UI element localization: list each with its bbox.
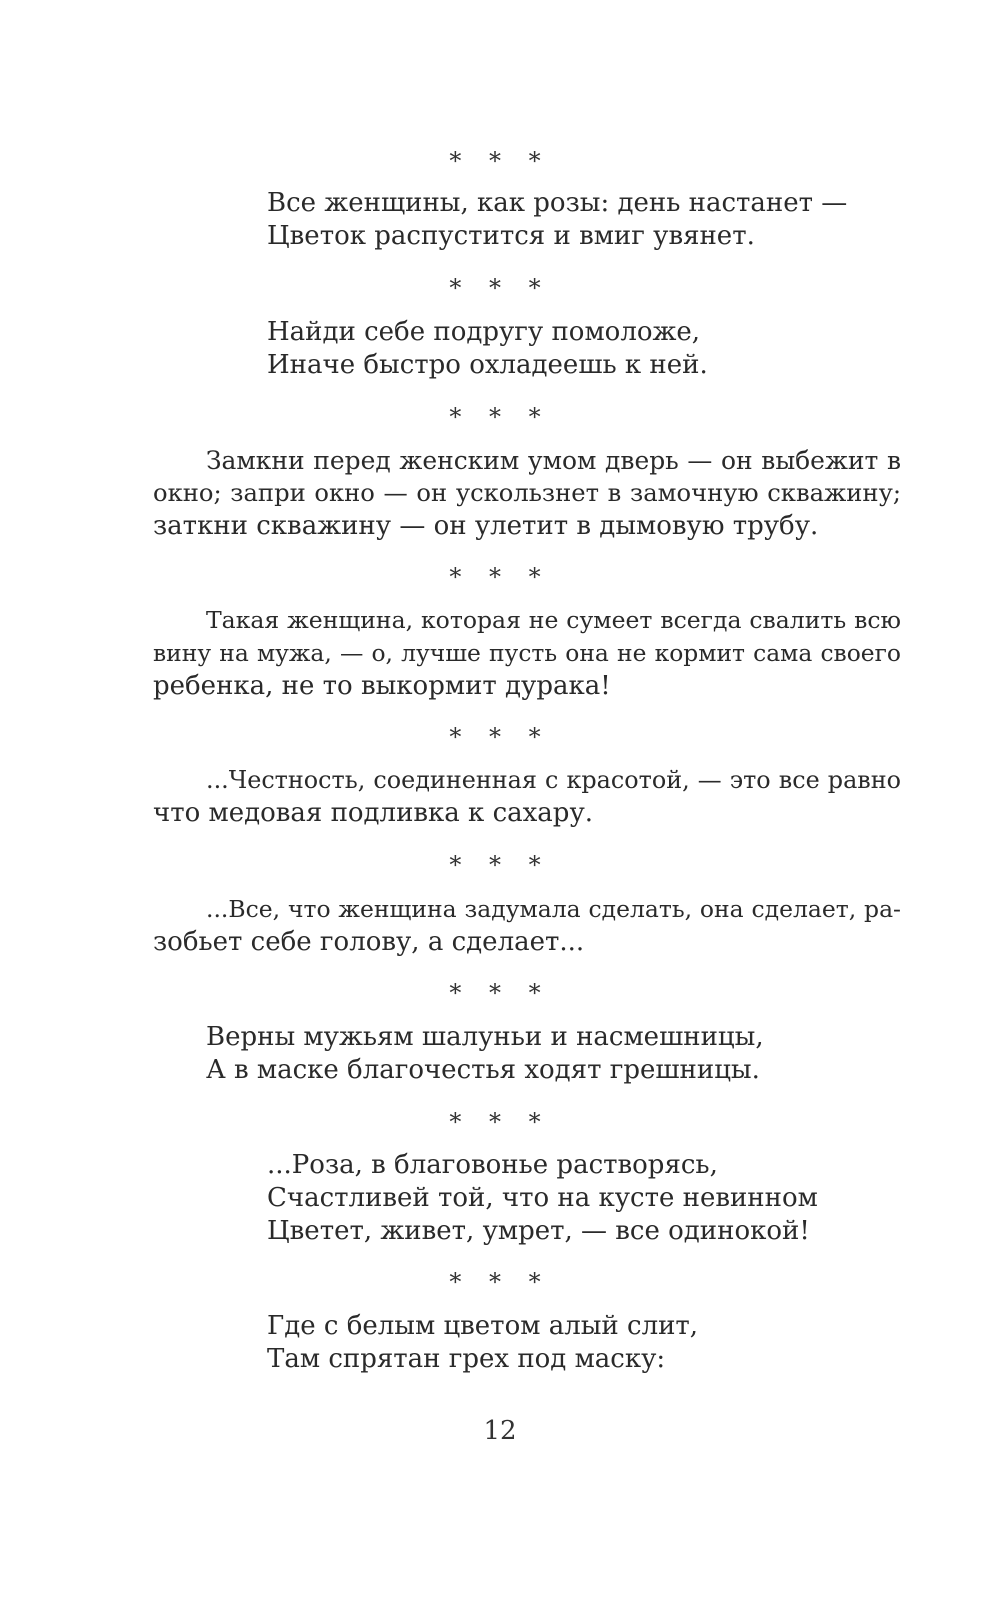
text-line: А в маске благочестья ходят грешницы. — [206, 1055, 760, 1085]
text-line: Цветет, живет, умрет, — все одинокой! — [267, 1216, 810, 1246]
section-separator: * * * — [449, 274, 551, 302]
section-separator: * * * — [449, 147, 551, 175]
section-separator: * * * — [449, 851, 551, 879]
verse-block — [206, 1021, 764, 1087]
verse-block — [267, 316, 708, 382]
text-line: окно; запри окно — он ускользнет в замочную скважину; — [153, 479, 901, 507]
text-line: что медовая подливка к сахару. — [153, 798, 594, 828]
verse-block — [267, 1310, 698, 1376]
text-line: Найди себе подругу помоложе, — [267, 317, 701, 347]
section-separator: * * * — [449, 979, 551, 1007]
text-line: ...Роза, в благовонье растворясь, — [267, 1150, 718, 1180]
section-separator: * * * — [449, 1108, 551, 1136]
section-separator: * * * — [449, 723, 551, 751]
prose-paragraph — [153, 604, 901, 703]
text-line: заткни скважину — он улетит в дымовую трубу. — [153, 511, 819, 541]
text-line: ребенка, не то выкормит дурака! — [153, 671, 611, 701]
text-line: Все женщины, как розы: день настанет — — [267, 188, 848, 218]
text-line: Цветок распустится и вмиг увянет. — [267, 221, 755, 251]
section-separator: * * * — [449, 1268, 551, 1296]
text-line: Такая женщина, которая не сумеет всегда свалить всю — [206, 606, 901, 634]
section-separator: * * * — [449, 563, 551, 591]
prose-paragraph — [153, 444, 901, 543]
text-line: Где с белым цветом алый слит, — [267, 1311, 699, 1341]
text-line: Там спрятан грех под маску: — [267, 1344, 666, 1374]
verse-block — [267, 187, 847, 253]
text-line: Иначе быстро охладеешь к ней. — [267, 350, 708, 380]
text-line: вину на мужа, — о, лучше пусть она не кормит сама своего — [153, 639, 901, 667]
text-line: Счастливей той, что на кусте невинном — [267, 1183, 818, 1213]
text-line: ...Все, что женщина задумала сделать, она сделает, ра- — [206, 895, 901, 923]
verse-block — [267, 1149, 818, 1248]
text-line: зобьет себе голову, а сделает... — [153, 927, 585, 957]
text-line: Замкни перед женским умом дверь — он выбежит в — [206, 446, 901, 475]
prose-paragraph — [153, 893, 901, 959]
section-separator: * * * — [449, 403, 551, 431]
prose-paragraph — [153, 764, 901, 830]
text-line: ...Честность, соединенная с красотой, — это все равно — [206, 766, 901, 794]
text-line: Верны мужьям шалуньи и насмешницы, — [206, 1022, 764, 1052]
page-number: 12 — [483, 1416, 517, 1446]
